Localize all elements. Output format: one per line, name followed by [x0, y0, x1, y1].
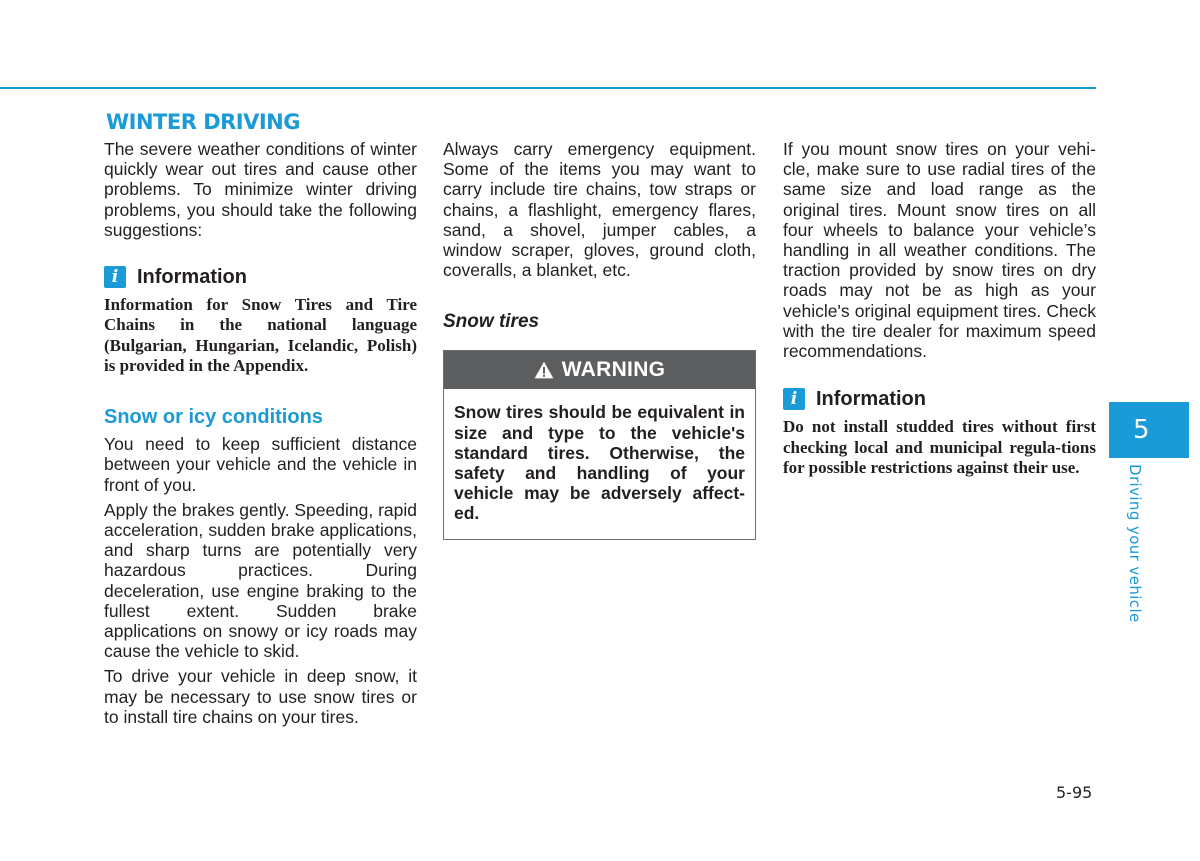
top-rule [0, 87, 1096, 89]
info-text-2: Do not install studded tires without first checking local and municipal regula-tions for possible restrictions against their use. [783, 417, 1096, 477]
column-3 [783, 139, 1096, 478]
warning-title: WARNING [561, 358, 666, 382]
section-title: WINTER DRIVING [106, 110, 300, 134]
warning-triangle-icon [534, 361, 554, 379]
chapter-tab: 5 [1109, 402, 1189, 458]
info-title: Information [137, 265, 247, 288]
warning-text: Snow tires should be equivalent in size and type to the vehicle's standard tires. Otherwise, the safety and handling of your vehicle may be adversely affect-ed. [454, 402, 745, 524]
chapter-label: Driving your vehicle [1126, 464, 1144, 623]
info-text: Information for Snow Tires and Tire Chains in the national language (Bulgarian, Hungarian, Icelandic, Polish) is provided in the Appendix. [104, 295, 417, 375]
paragraph-mount-snow-tires: If you mount snow tires on your vehi-cle, make sure to use radial tires of the same size and load range as the original tires. Mount snow tires on all four wheels to balance your vehicle’s handling in all weather conditions. The traction provided by snow tires on dry roads may not be as high as your vehicle's original equipment tires. Check with the tire dealer for maximum speed recommendations. [783, 139, 1096, 362]
info-title-2: Information [816, 387, 926, 410]
paragraph-brakes: Apply the brakes gently. Speeding, rapid acceleration, sudden brake applications, and sharp turns are potentially very hazardous practices. During deceleration, use engine braking to the fullest extent. Sudden brake applications on snowy or icy roads may cause the vehicle to skid. [104, 499, 417, 662]
subheading-snow-tires: Snow tires [443, 311, 540, 333]
paragraph-emergency-equipment: Always carry emergency equipment. Some of the items you may want to carry include tire chains, tow straps or chains, a flashlight, emergency flares, sand, a shovel, jumper cables, a window scraper, gloves, ground cloth, coveralls, a blanket, etc. [443, 139, 756, 281]
info-icon: i [783, 388, 805, 410]
info-header [104, 265, 417, 289]
paragraph-distance: You need to keep sufficient distance between your vehicle and the vehicle in front of you. [104, 434, 417, 495]
subheading-snow-icy: Snow or icy conditions [104, 406, 323, 429]
column-1 [104, 139, 417, 727]
column-2 [443, 139, 756, 540]
warning-header [444, 351, 755, 389]
intro-paragraph: The severe weather conditions of winter quickly wear out tires and cause other problems. To minimize winter driving problems, you should take the following suggestions: [104, 139, 417, 240]
page-number: 5-95 [1056, 783, 1093, 802]
info-icon: i [104, 266, 126, 288]
info-header-2 [783, 387, 1096, 411]
paragraph-deep-snow: To drive your vehicle in deep snow, it may be necessary to use snow tires or to install tire chains on your tires. [104, 666, 417, 727]
warning-box [443, 350, 756, 539]
